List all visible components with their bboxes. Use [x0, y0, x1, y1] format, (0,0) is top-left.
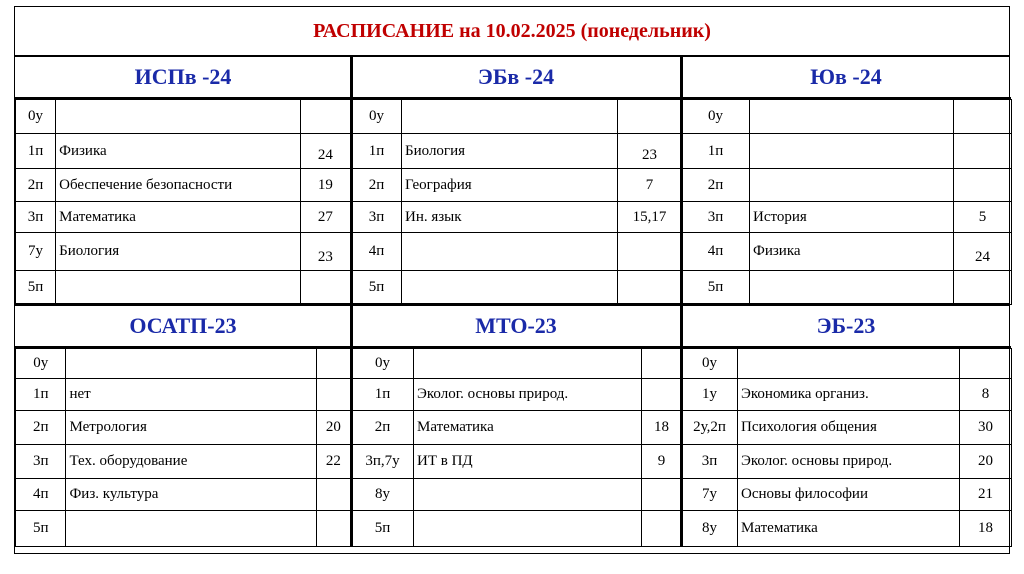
room-cell	[316, 379, 350, 411]
table-row	[352, 100, 682, 134]
subject-cell: Тех. оборудование	[66, 445, 316, 479]
subject-cell: История	[750, 202, 954, 233]
room-cell: 23	[300, 233, 350, 271]
schedule-table	[681, 348, 1012, 547]
schedule-table	[681, 99, 1012, 305]
subject-cell: Основы философии	[738, 479, 960, 511]
room-cell	[300, 271, 350, 305]
period-cell: 0у	[682, 100, 750, 134]
period-cell: 1п	[352, 379, 414, 411]
subject-cell	[738, 349, 960, 379]
schedule-sheet	[14, 6, 1010, 554]
period-cell: 1п	[16, 379, 66, 411]
period-cell: 1п	[16, 134, 56, 169]
group-header: ОСАТП-23	[15, 306, 351, 348]
subject-cell	[414, 479, 642, 511]
subject-cell	[414, 349, 642, 379]
room-cell	[954, 100, 1012, 134]
table-row	[16, 411, 351, 445]
period-cell: 5п	[16, 511, 66, 547]
room-cell: 15,17	[618, 202, 682, 233]
table-row	[352, 479, 682, 511]
period-cell: 2п	[16, 169, 56, 202]
period-cell: 1п	[352, 134, 402, 169]
table-row	[682, 100, 1012, 134]
room-cell	[642, 511, 682, 547]
period-cell: 2у,2п	[682, 411, 738, 445]
room-cell: 24	[954, 233, 1012, 271]
table-row	[16, 445, 351, 479]
table-row	[16, 233, 351, 271]
room-cell: 22	[316, 445, 350, 479]
period-cell: 5п	[16, 271, 56, 305]
period-cell: 3п,7у	[352, 445, 414, 479]
table-row	[682, 479, 1012, 511]
period-cell: 3п	[352, 202, 402, 233]
subject-cell	[750, 169, 954, 202]
period-cell: 4п	[682, 233, 750, 271]
table-row	[682, 271, 1012, 305]
subject-cell	[750, 134, 954, 169]
column-divider	[680, 306, 683, 546]
room-cell	[300, 100, 350, 134]
subject-cell	[402, 100, 618, 134]
subject-cell	[414, 511, 642, 547]
subject-cell: ИТ в ПД	[414, 445, 642, 479]
table-row	[352, 169, 682, 202]
table-row	[16, 379, 351, 411]
table-row	[352, 202, 682, 233]
room-cell	[642, 479, 682, 511]
period-cell: 0у	[352, 100, 402, 134]
table-row	[682, 349, 1012, 379]
group-header: Юв -24	[681, 57, 1011, 99]
period-cell: 4п	[352, 233, 402, 271]
period-cell: 2п	[352, 169, 402, 202]
table-row	[682, 134, 1012, 169]
table-row	[16, 349, 351, 379]
table-row	[682, 233, 1012, 271]
table-row	[682, 169, 1012, 202]
room-cell	[618, 233, 682, 271]
column-divider	[680, 57, 683, 304]
period-cell: 5п	[352, 511, 414, 547]
subject-cell: Обеспечение безопасности	[56, 169, 301, 202]
period-cell: 3п	[682, 202, 750, 233]
period-cell: 2п	[682, 169, 750, 202]
subject-cell: Эколог. основы природ.	[414, 379, 642, 411]
room-cell	[316, 349, 350, 379]
subject-cell	[66, 349, 316, 379]
group-header: ЭБ-23	[681, 306, 1011, 348]
room-cell	[642, 349, 682, 379]
room-cell: 30	[960, 411, 1012, 445]
period-cell: 0у	[16, 100, 56, 134]
period-cell: 8у	[682, 511, 738, 547]
schedule-table	[15, 348, 351, 547]
subject-cell: Психология общения	[738, 411, 960, 445]
table-row	[352, 411, 682, 445]
column-divider	[350, 57, 353, 304]
subject-cell: нет	[66, 379, 316, 411]
table-row	[682, 202, 1012, 233]
subject-cell: Экономика организ.	[738, 379, 960, 411]
period-cell: 5п	[352, 271, 402, 305]
table-row	[16, 271, 351, 305]
table-row	[352, 445, 682, 479]
schedule-table	[15, 99, 351, 305]
room-cell: 8	[960, 379, 1012, 411]
period-cell: 3п	[16, 445, 66, 479]
subject-cell	[750, 100, 954, 134]
table-row	[682, 379, 1012, 411]
room-cell: 18	[642, 411, 682, 445]
room-cell: 24	[300, 134, 350, 169]
period-cell: 0у	[352, 349, 414, 379]
period-cell: 5п	[682, 271, 750, 305]
subject-cell: Ин. язык	[402, 202, 618, 233]
room-cell	[618, 100, 682, 134]
subject-cell: География	[402, 169, 618, 202]
period-cell: 4п	[16, 479, 66, 511]
table-row	[352, 349, 682, 379]
period-cell: 0у	[682, 349, 738, 379]
subject-cell: Математика	[414, 411, 642, 445]
table-row	[682, 411, 1012, 445]
subject-cell: Биология	[56, 233, 301, 271]
subject-cell: Физика	[56, 134, 301, 169]
room-cell	[316, 479, 350, 511]
table-row	[16, 511, 351, 547]
period-cell: 8у	[352, 479, 414, 511]
subject-cell: Физика	[750, 233, 954, 271]
table-row	[16, 100, 351, 134]
period-cell: 7у	[16, 233, 56, 271]
subject-cell	[56, 271, 301, 305]
room-cell: 9	[642, 445, 682, 479]
subject-cell: Математика	[56, 202, 301, 233]
period-cell: 1п	[682, 134, 750, 169]
period-cell: 3п	[16, 202, 56, 233]
table-row	[352, 271, 682, 305]
schedule-table	[351, 99, 682, 305]
subject-cell	[402, 271, 618, 305]
room-cell	[642, 379, 682, 411]
column-divider	[350, 306, 353, 546]
group-header: МТО-23	[351, 306, 681, 348]
room-cell	[954, 169, 1012, 202]
group-header: ИСПв -24	[15, 57, 351, 99]
table-row	[16, 202, 351, 233]
subject-cell	[66, 511, 316, 547]
period-cell: 2п	[352, 411, 414, 445]
table-row	[16, 479, 351, 511]
period-cell: 2п	[16, 411, 66, 445]
room-cell	[954, 271, 1012, 305]
room-cell	[316, 511, 350, 547]
room-cell	[954, 134, 1012, 169]
table-row	[16, 134, 351, 169]
subject-cell	[750, 271, 954, 305]
subject-cell: Физ. культура	[66, 479, 316, 511]
subject-cell	[402, 233, 618, 271]
table-row	[352, 511, 682, 547]
room-cell: 23	[618, 134, 682, 169]
subject-cell: Метрология	[66, 411, 316, 445]
subject-cell: Математика	[738, 511, 960, 547]
table-row	[352, 379, 682, 411]
room-cell: 19	[300, 169, 350, 202]
schedule-table	[351, 348, 682, 547]
room-cell: 21	[960, 479, 1012, 511]
table-row	[682, 445, 1012, 479]
room-cell	[960, 349, 1012, 379]
table-row	[352, 233, 682, 271]
room-cell: 18	[960, 511, 1012, 547]
subject-cell	[56, 100, 301, 134]
table-row	[682, 511, 1012, 547]
subject-cell: Эколог. основы природ.	[738, 445, 960, 479]
period-cell: 1у	[682, 379, 738, 411]
room-cell: 27	[300, 202, 350, 233]
period-cell: 7у	[682, 479, 738, 511]
table-row	[16, 169, 351, 202]
group-header: ЭБв -24	[351, 57, 681, 99]
period-cell: 3п	[682, 445, 738, 479]
period-cell: 0у	[16, 349, 66, 379]
room-cell	[618, 271, 682, 305]
table-row	[352, 134, 682, 169]
page-title: РАСПИСАНИЕ на 10.02.2025 (понедельник)	[15, 7, 1009, 57]
room-cell: 7	[618, 169, 682, 202]
room-cell: 5	[954, 202, 1012, 233]
room-cell: 20	[960, 445, 1012, 479]
subject-cell: Биология	[402, 134, 618, 169]
room-cell: 20	[316, 411, 350, 445]
